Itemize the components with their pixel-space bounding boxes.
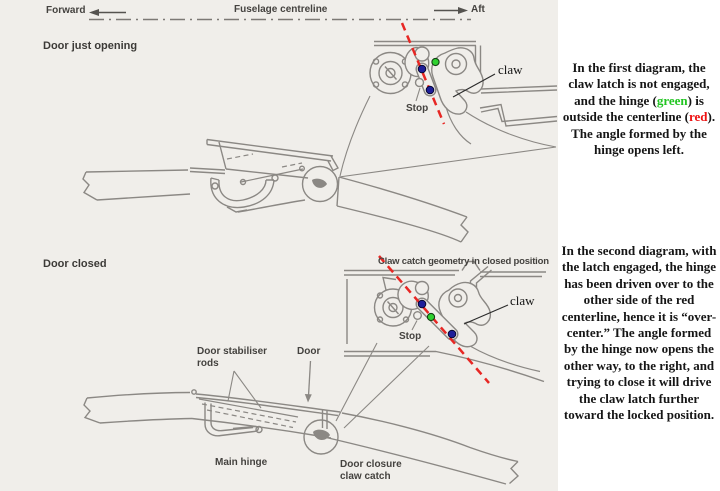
door-pointer-arrow — [309, 361, 311, 396]
red-word: red — [688, 109, 708, 125]
door-closed-side-view — [84, 361, 518, 484]
stop-pointer-open — [416, 88, 420, 101]
hinge-pin-green-icon — [427, 313, 434, 320]
latch-detail-closed — [336, 262, 546, 429]
para1-text: In the first diagram, the claw latch is not engaged, and the hinge ( — [568, 60, 710, 108]
annotation-paragraph-1 — [559, 60, 719, 158]
door-label: Door — [297, 346, 321, 357]
caption-door-just-opening: Door just opening — [43, 40, 138, 52]
para1-text: ). The angle formed by the hinge opens left. — [571, 109, 716, 158]
hinge-pin-green-icon — [432, 58, 439, 65]
latch-detail-open — [339, 42, 557, 178]
pivot-pin-blue-icon — [418, 65, 426, 73]
stop-label-closed: Stop — [399, 331, 422, 342]
caption-door-closed: Door closed — [43, 258, 107, 270]
main-hinge-label: Main hinge — [215, 457, 268, 468]
pivot-pin-blue-icon — [418, 300, 426, 308]
claw-catch-geometry-title: Claw catch geometry in closed position — [378, 256, 549, 267]
claw-label-open: claw — [498, 62, 523, 77]
stop-label-open: Stop — [406, 103, 429, 114]
claw-label-closed: claw — [510, 293, 535, 308]
door-closure-claw-catch-label: Door closure claw catch — [340, 459, 402, 482]
annotation-paragraph-2: In the second diagram, with the latch engaged, the hinge has been driven over to the other side of the red centerline, hence it is “over-center.” The angle formed by the hinge now opens the other way, to the right, and trying to close it will drive the claw latch further toward the locked position. — [561, 243, 717, 423]
forward-label: Forward — [46, 5, 86, 16]
fuselage-centreline-label: Fuselage centreline — [234, 4, 328, 15]
annotation-panel — [558, 0, 720, 491]
para1-text: ) is outside the centerline ( — [562, 92, 704, 125]
pivot-pin-blue-icon — [448, 330, 456, 338]
pivot-pin-blue-icon — [426, 86, 434, 94]
door-open-side-view — [83, 140, 468, 243]
door-stabiliser-rods-label: Door stabiliser rods — [197, 346, 268, 369]
aft-label: Aft — [471, 4, 485, 15]
green-word: green — [656, 92, 688, 108]
stop-pointer-closed — [412, 321, 417, 331]
